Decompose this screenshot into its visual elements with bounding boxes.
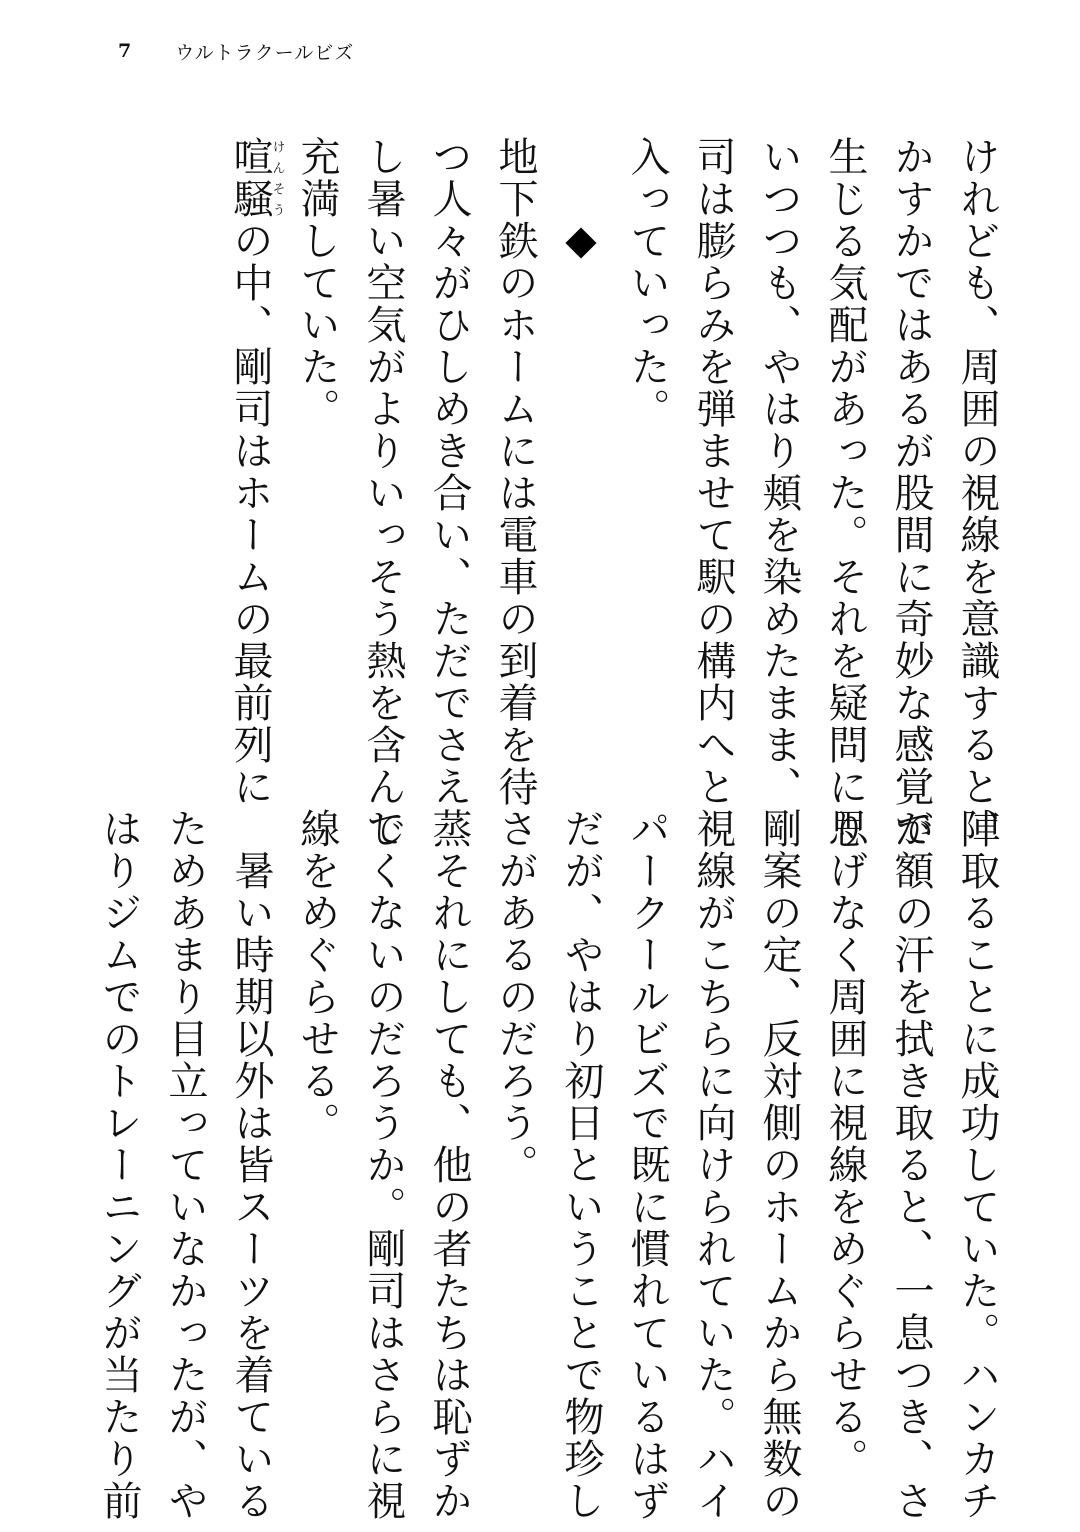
text-tier-lower bbox=[80, 808, 1010, 1522]
text-line: しくないのだろうか。剛司はさらに視 bbox=[360, 808, 406, 1522]
ruby-word bbox=[227, 136, 285, 220]
text-tier-upper bbox=[80, 136, 1010, 850]
book-title: ウルトラクールビズ bbox=[175, 41, 355, 64]
text-line: いつつも、やはり頬を染めたまま、剛 bbox=[756, 136, 802, 850]
text-line: だが、やはり初日ということで物珍し bbox=[558, 808, 604, 1522]
text-line: 生じる気配があった。それを疑問に思 bbox=[822, 136, 868, 850]
text-line: 暑い時期以外は皆スーツを着ている bbox=[228, 850, 274, 1522]
text-line: 視線がこちらに向けられていた。ハイ bbox=[690, 808, 736, 1522]
scene-break bbox=[548, 136, 614, 756]
text-line: けれども、周囲の視線を意識すると、 bbox=[954, 136, 1000, 850]
text-line: 充満していた。 bbox=[294, 136, 340, 430]
text-line: かすかではあるが股間に奇妙な感覚が bbox=[888, 136, 934, 850]
page-number: 7 bbox=[118, 40, 132, 62]
text-line: つ人々がひしめき合い、ただでさえ蒸 bbox=[426, 136, 472, 850]
text-line-with-ruby bbox=[217, 136, 285, 808]
text-line: 線をめぐらせる。 bbox=[294, 808, 340, 1144]
text-line: 案の定、反対側のホームから無数の bbox=[756, 850, 802, 1522]
text-line: それにしても、他の者たちは恥ずか bbox=[426, 850, 472, 1522]
text-line: パークールビズで既に慣れているはず bbox=[624, 808, 670, 1522]
running-header bbox=[118, 36, 354, 66]
text-line: し暑い空気がよりいっそう熱を含んで bbox=[360, 136, 406, 850]
text-line-rest: の中、剛司はホームの最前列に bbox=[227, 220, 273, 808]
diamond-icon bbox=[565, 227, 596, 258]
text-line: ためあまり目立っていなかったが、や bbox=[162, 808, 208, 1522]
text-line: 地下鉄のホームには電車の到着を待 bbox=[492, 136, 538, 808]
text-line: で額の汗を拭き取ると、一息つき、さ bbox=[888, 808, 934, 1522]
text-line: りげなく周囲に視線をめぐらせる。 bbox=[822, 808, 868, 1480]
ruby-reading: けんそう bbox=[269, 136, 285, 220]
text-line: はりジムでのトレーニングが当たり前 bbox=[96, 808, 142, 1522]
text-line: 司は膨らみを弾ませて駅の構内へと bbox=[690, 136, 736, 808]
ruby-base: 喧騒 bbox=[227, 136, 273, 220]
text-line: 陣取ることに成功していた。ハンカチ bbox=[954, 808, 1000, 1522]
text-line: 入っていった。 bbox=[624, 136, 670, 430]
text-line: さがあるのだろう。 bbox=[492, 808, 538, 1186]
